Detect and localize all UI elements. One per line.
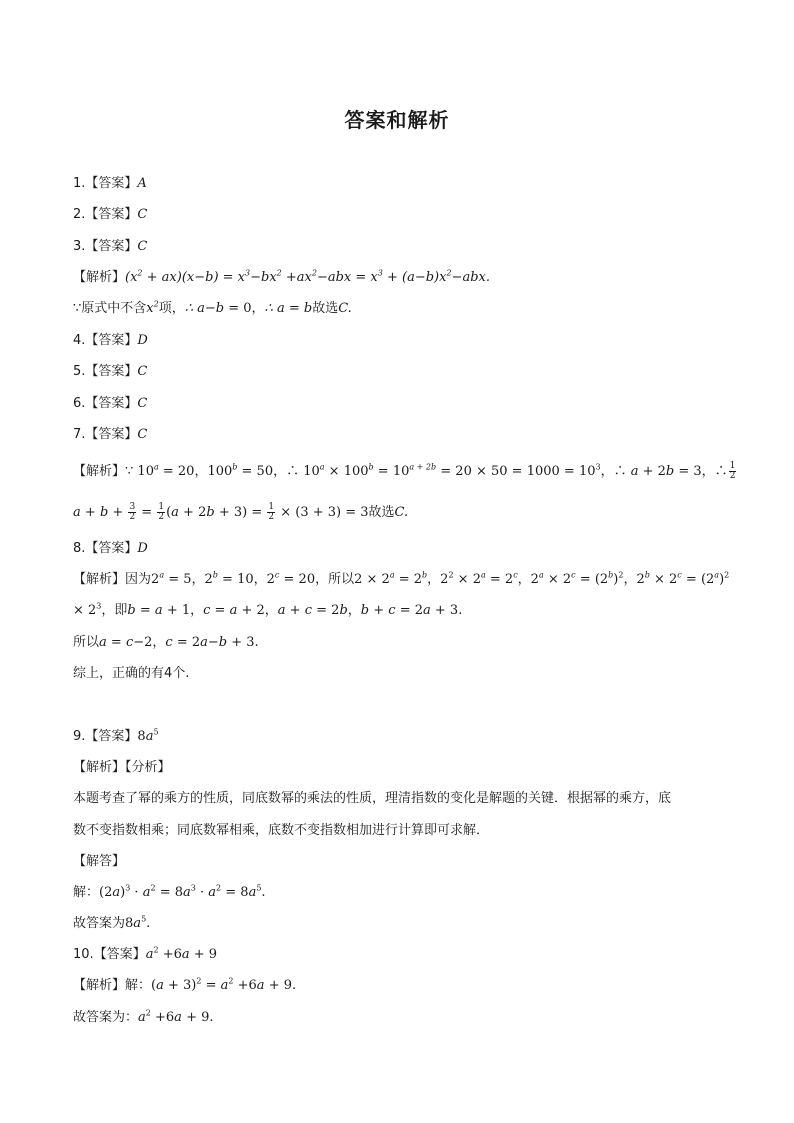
analysis-3: 【解析】$(x^2 + ax)(x-b) = x^3-bx^2 +ax^2-abx = x^3 + (a-b)x^2-abx$.: [73, 268, 490, 285]
answer-10: 10.【答案】$a^2 +6a + 9$: [73, 945, 218, 962]
analysis-7: 【解析】∵ $10^a = 20$，$100^b = 50$，∴ $10^a \times 100^b = 10^{a + 2b} = 20 \times 50 = 1000 = 10^3$，∴ a + 2b = 3，∴ $\frac{1}{2}$: [73, 461, 736, 481]
analysis-8-cont2: 所以a = c−2，c = 2a−b + 3.: [73, 635, 259, 650]
analysis-8: 【解析】因为$2^a = 5$，$2^b = 10$，$2^c = 20$，所以$2 \times 2^a = 2^b$，$2^2 \times 2^a = 2^c$，$2^a \times 2^c = (2^b)^2$，$2^b \times 2^c = (2^a)^2$: [73, 570, 730, 587]
analysis-7-cont: a + b + $\frac{3}{2}$ = $\frac{1}{2}$ (a + 2b + 3) = $\frac{1}{2}$ × (3 + 3) = 3故选C.: [73, 502, 409, 522]
analysis-9-final: 故答案为$8a^5$.: [73, 914, 151, 931]
answer-6: 6.【答案】C: [73, 396, 148, 411]
answer-3: 3.【答案】C: [73, 239, 148, 254]
analysis-9-text2: 数不变指数相乘；同底数幂相乘，底数不变指数相加进行计算即可求解．: [73, 823, 490, 838]
answer-5: 5.【答案】C: [73, 364, 148, 379]
analysis-8-cont: × $2^3$，即b = a + 1，c = a + 2，a + c = 2b，b + c = 2a + 3.: [73, 601, 463, 618]
analysis-9-solve: 解：$(2a)^3 \cdot a^2 = 8a^3 \cdot a^2 = 8a^5$.: [73, 883, 266, 900]
answer-2: 2.【答案】C: [73, 207, 148, 222]
formula: $(x^2 + ax)(x-b) = x^3-bx^2 +ax^2-abx = x^3 + (a-b)x^2-abx$.: [125, 268, 490, 285]
answer-1: 1.【答案】A: [73, 176, 147, 191]
answer-4: 4.【答案】D: [73, 333, 148, 348]
answer-7: 7.【答案】C: [73, 427, 148, 442]
analysis-9-solve-tag: 【解答】: [73, 854, 126, 869]
page-title: 答案和解析: [344, 108, 450, 132]
analysis-9-head: 【解析】【分析】: [73, 760, 171, 775]
analysis-9-text1: 本题考查了幂的乘方的性质，同底数幂的乘法的性质，理清指数的变化是解题的关键．根据幂的乘方，底: [73, 791, 672, 806]
analysis-8-summary: 综上，正确的有4个.: [73, 666, 190, 681]
analysis-3-cont: ∵原式中不含$x^2$项，∴ a−b = 0，∴ a = b故选C.: [73, 299, 352, 316]
answer-9: 9.【答案】$8a^5$: [73, 727, 159, 744]
answer-8: 8.【答案】D: [73, 541, 148, 556]
analysis-10: 【解析】解：$(a + 3)^2 = a^2 +6a + 9$.: [73, 976, 297, 993]
analysis-10-final: 故答案为：$a^2 +6a + 9$.: [73, 1008, 214, 1025]
